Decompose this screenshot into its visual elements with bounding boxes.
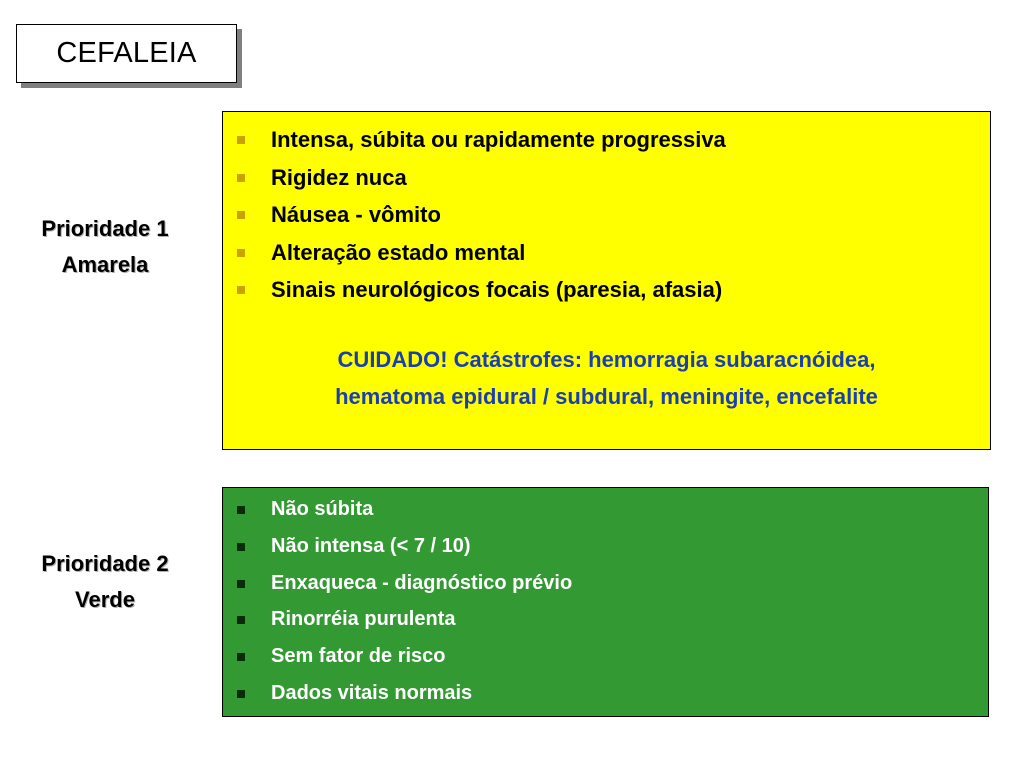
list-item: Não intensa (< 7 / 10) (237, 528, 572, 565)
square-bullet-icon (237, 653, 245, 661)
list-item: Sinais neurológicos focais (paresia, afasia) (237, 271, 726, 309)
square-bullet-icon (237, 286, 245, 294)
list-item: Enxaqueca - diagnóstico prévio (237, 565, 572, 602)
list-item: Rinorréia purulenta (237, 601, 572, 638)
square-bullet-icon (237, 543, 245, 551)
priority-1-box (222, 111, 991, 450)
priority-2-label (10, 546, 200, 618)
list-item: Dados vitais normais (237, 675, 572, 712)
square-bullet-icon (237, 249, 245, 257)
list-item: Náusea - vômito (237, 196, 726, 234)
priority-1-label (10, 211, 200, 283)
priority-2-label-line1: Prioridade 2 (41, 551, 169, 576)
priority-2-list (237, 491, 572, 712)
square-bullet-icon (237, 136, 245, 144)
warning-line1: CUIDADO! Catástrofes: hemorragia subaracnóidea, (337, 347, 876, 372)
square-bullet-icon (237, 616, 245, 624)
priority-1-label-line2: Amarela (61, 252, 149, 277)
list-item: Rigidez nuca (237, 159, 726, 197)
priority-2-label-line2: Verde (75, 587, 135, 612)
page-title: CEFALEIA (16, 24, 237, 83)
priority-1-label-line1: Prioridade 1 (41, 216, 169, 241)
warning-line2: hematoma epidural / subdural, meningite, encefalite (335, 384, 878, 409)
list-item: Alteração estado mental (237, 234, 726, 272)
list-item: Intensa, súbita ou rapidamente progressiva (237, 121, 726, 159)
warning-text (223, 341, 990, 415)
list-item: Não súbita (237, 491, 572, 528)
list-item: Sem fator de risco (237, 638, 572, 675)
square-bullet-icon (237, 506, 245, 514)
square-bullet-icon (237, 690, 245, 698)
square-bullet-icon (237, 580, 245, 588)
priority-2-box (222, 487, 989, 717)
square-bullet-icon (237, 211, 245, 219)
square-bullet-icon (237, 174, 245, 182)
priority-1-list (237, 121, 726, 309)
